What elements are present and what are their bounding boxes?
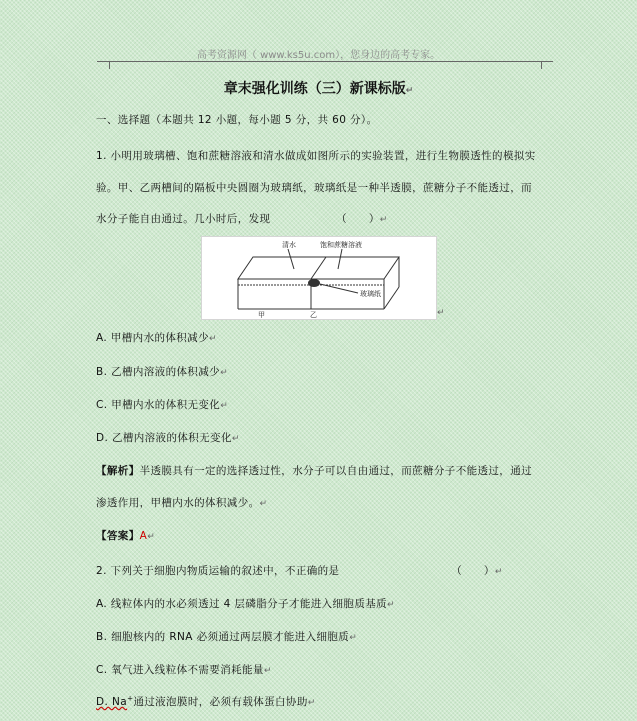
q1-option-b: B. 乙槽内溶液的体积减少↵ — [96, 366, 229, 378]
answer-tag: 【答案】 — [96, 530, 140, 542]
q2-option-d: D. Na+通过液泡膜时，必须有载体蛋白协助↵ — [96, 694, 316, 708]
q2-option-c: C. 氧气进入线粒体不需要消耗能量↵ — [96, 664, 272, 676]
header-corner-right — [541, 61, 542, 69]
header-line-left — [97, 61, 109, 62]
answer-value: A — [139, 530, 148, 542]
section-heading: 一、选择题（本题共 12 小题，每小题 5 分，共 60 分）。 — [96, 114, 378, 126]
label-jia: 甲 — [258, 311, 265, 319]
tank-side-bottom-edge — [384, 287, 399, 309]
sodium-charge: + — [127, 694, 134, 703]
label-cellophane: 玻璃纸 — [360, 290, 381, 298]
analysis-tag: 【解析】 — [96, 465, 140, 477]
q2-option-b: B. 细胞核内的 RNA 必须通过两层膜才能进入细胞质↵ — [96, 631, 358, 643]
label-leader-water — [288, 249, 294, 269]
q1-line-3-text: 水分子能自由通过。几小时后，发现 — [96, 213, 271, 225]
paragraph-mark: ↵ — [379, 215, 388, 225]
q1-analysis-line-2: 渗透作用，甲槽内水的体积减少。↵ — [96, 497, 268, 509]
q1-option-c: C. 甲槽内水的体积无变化↵ — [96, 399, 229, 411]
q1-answer-line: 【答案】A↵ — [96, 530, 156, 542]
label-leader-sucrose — [338, 249, 342, 269]
q1-analysis-line-1 — [96, 463, 532, 478]
header-corner-left — [109, 61, 110, 69]
paragraph-mark: ↵ — [405, 86, 414, 96]
q1-option-d: D. 乙槽内溶液的体积无变化↵ — [96, 432, 240, 444]
q1-line-2: 验。甲、乙两槽间的隔板中央圆圈为玻璃纸，玻璃纸是一种半透膜，蔗糖分子不能透过，而 — [96, 182, 532, 194]
q2-option-a: A. 线粒体内的水必须透过 4 层磷脂分子才能进入细胞质基质↵ — [96, 598, 395, 610]
cellophane-circle — [308, 279, 320, 287]
experiment-figure — [201, 236, 437, 320]
header-line-right — [541, 61, 553, 62]
q1-answer-paren: （ ） — [336, 213, 380, 225]
q2-option-d-prefix: D. Na — [96, 696, 128, 708]
header-line — [109, 61, 541, 62]
tank-diagram — [202, 237, 436, 319]
q1-option-a: A. 甲槽内水的体积减少↵ — [96, 332, 217, 344]
label-yi: 乙 — [310, 311, 317, 319]
document-title — [0, 78, 637, 98]
label-water: 清水 — [282, 241, 296, 249]
label-sucrose: 饱和蔗糖溶液 — [320, 241, 362, 249]
q2-stem-text: 2. 下列关于细胞内物质运输的叙述中，不正确的是 — [96, 565, 340, 577]
q2-answer-paren: （ ） — [451, 565, 495, 577]
q1-line-3 — [96, 211, 388, 226]
page-header-text: 高考资源网（ www.ks5u.com），您身边的高考专家。 — [196, 50, 441, 61]
analysis-text-1: 半透膜具有一定的选择透过性，水分子可以自由通过，而蔗糖分子不能透过，通过 — [139, 465, 533, 477]
q2-stem: 2. 下列关于细胞内物质运输的叙述中，不正确的是 （ ）↵ — [96, 565, 503, 577]
q2-option-d-text: 通过液泡膜时，必须有载体蛋白协助 — [133, 696, 308, 708]
title-text: 章末强化训练（三）新课标版 — [223, 81, 406, 97]
figure-paragraph-mark: ↵ — [437, 308, 445, 318]
partition-top — [311, 257, 326, 279]
q1-line-1: 1. 小明用玻璃槽、饱和蔗糖溶液和清水做成如图所示的实验装置，进行生物膜透性的模拟实 — [96, 150, 536, 162]
